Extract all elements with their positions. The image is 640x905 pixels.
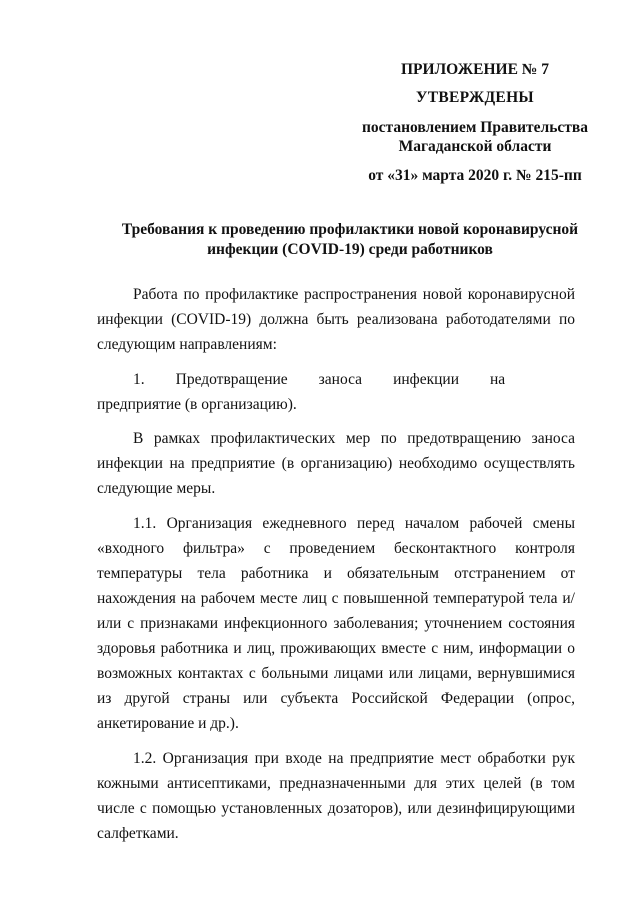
- decree-date: от «31» марта 2020 г. № 215-пп: [368, 167, 582, 184]
- appendix-number: ПРИЛОЖЕНИЕ № 7: [401, 61, 549, 78]
- paragraph-intro: Работа по профилактике распространения новой коронавирусной инфекции (COVID-19) должна быть реализована работодателями по следующим направлениям:: [97, 286, 575, 353]
- paragraph-1-2: 1.2. Организация при входе на предприятие мест обработки рук кожными антисептиками, предназначенными для этих целей (в том числе с помощью установленных дозаторов), или дезинфицирующими салфетками.: [97, 750, 575, 842]
- decree-line-1: постановлением Правительства: [361, 119, 589, 136]
- approved-label: УТВЕРЖДЕНЫ: [416, 89, 534, 106]
- title-line-2: инфекции (COVID-19) среди работников: [207, 241, 493, 258]
- title-line-1: Требования к проведению профилактики новой коронавирусной: [121, 221, 579, 238]
- paragraph-1-1: 1.1. Организация ежедневного перед началом рабочей смены «входного фильтра» с проведением бесконтактного контроля температуры тела работника и обязательным отстранением от нахождения на рабочем месте лиц с повышенной температурой тела и/или с признаками инфекционного заболевания; уточнением состояния здоровья работника и лиц, проживающих вместе с ним, информации о возможных контактах с больными лицами или лицами, вернувшимися из другой страны или субъекта Российской Федерации (опрос, анкетирование и др.).: [97, 515, 575, 732]
- paragraph-section-1: 1. Предотвращение заноса инфекции на предприятие (в организацию).: [97, 371, 537, 413]
- document-body: [97, 282, 575, 846]
- approval-block: [340, 58, 610, 186]
- document-title: [60, 220, 640, 260]
- paragraph-measures: В рамках профилактических мер по предотвращению заноса инфекции на предприятие (в организацию) необходимо осуществлять следующие меры.: [97, 430, 575, 497]
- decree-reference: [340, 118, 610, 156]
- decree-line-2: Магаданской области: [398, 138, 552, 155]
